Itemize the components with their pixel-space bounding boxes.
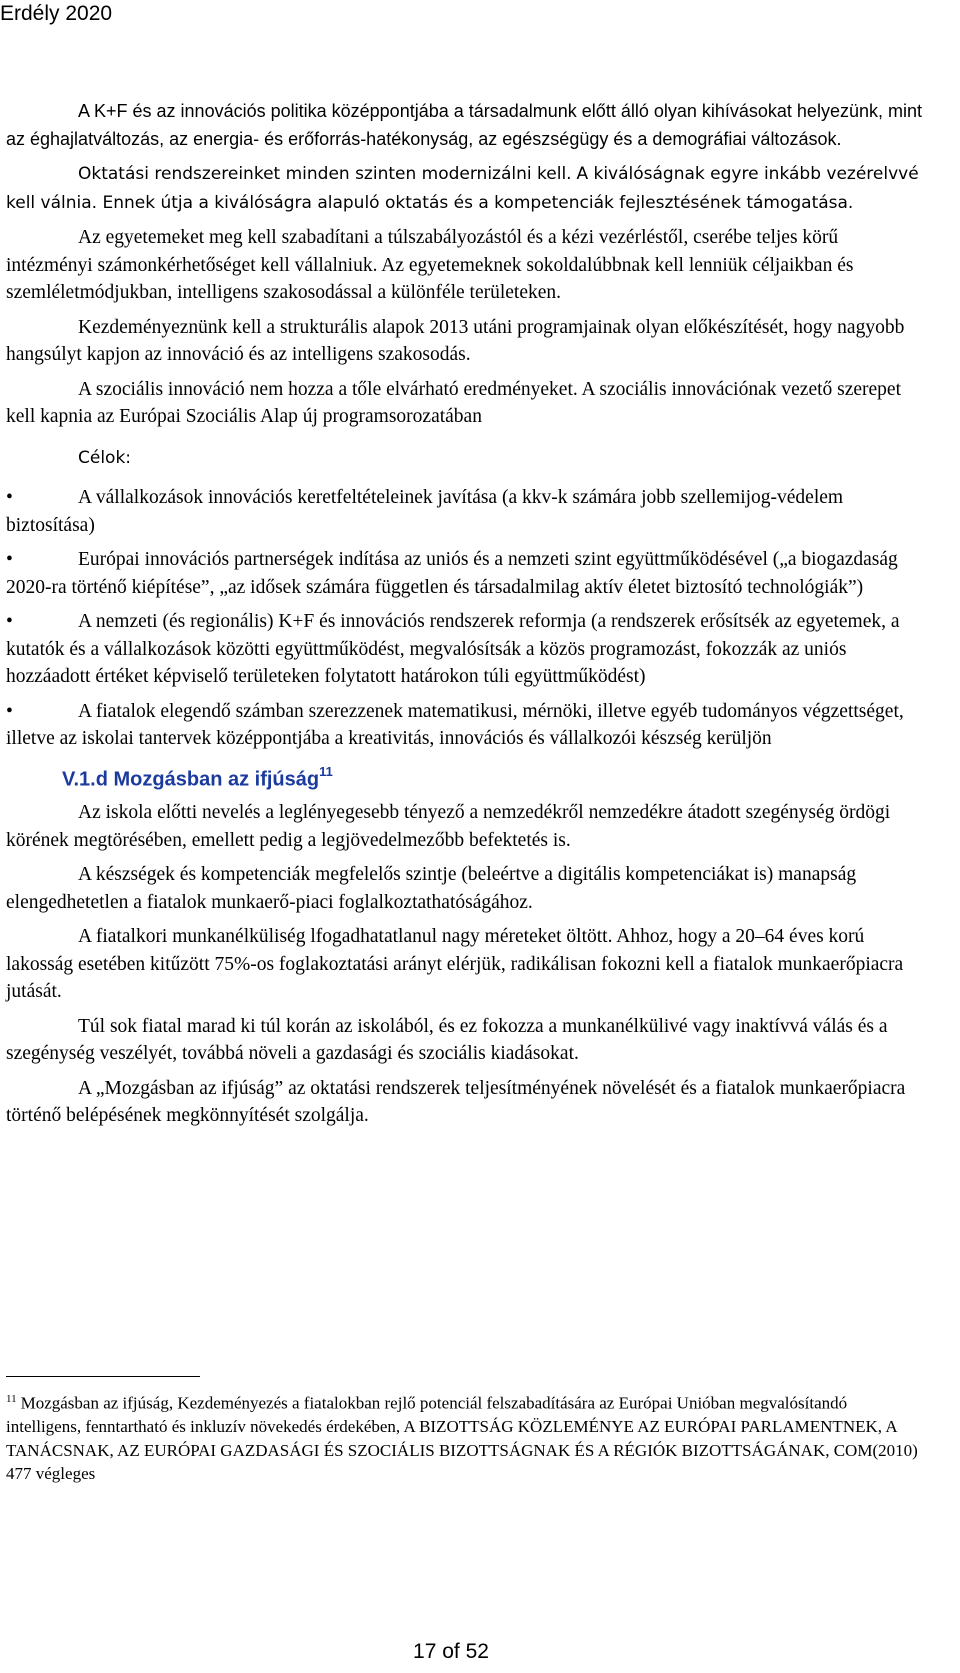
document-header (0, 2, 112, 26)
bullet-icon: • (6, 700, 13, 722)
list-item (6, 484, 926, 539)
paragraph: Túl sok fiatal marad ki túl korán az iskolából, és ez fokozza a munkanélkülivé vagy inaktívvá válás és a szegénység veszélyét, továbbá növeli a gazdasági és szociális kiadásokat. (6, 1015, 888, 1065)
paragraph: A fiatalkori munkanélküliség lfogadhatatlanul nagy méreteket öltött. Ahhoz, hogy a 20–64 éves korú lakosság esetében kitűzött 75%-os foglakoztatási arányt elérjük, radikálisan fokozni kell a fiatalok munkaerőpiacra jutását. (6, 926, 904, 1003)
paragraph: A K+F és az innovációs politika középpontjába a társadalmunk előtt álló olyan kihívásokat helyezünk, mint az éghajlatváltozás, az energia- és erőforrás-hatékonyság, az egészségügy és a demográfiai változások. (6, 101, 922, 149)
paragraph: Az egyetemeket meg kell szabadítani a túlszabályozástól és a kézi vezérléstől, cserébe teljes körű intézményi számonkérhetőséget kell vállalniuk. Az egyetemeknek sokoldalúbbnak kell lenniük céljaikban és szemléletmódjukban, intelligens szakosodással a különféle területeken. (6, 227, 854, 303)
footnote-reference[interactable]: 11 (319, 763, 333, 779)
bullet-icon: • (6, 611, 13, 632)
list-item-text: A vállalkozások innovációs keretfeltételeinek javítása (a kkv-k számára jobb szellemijog-védelem biztosítása) (6, 487, 844, 536)
section-heading (62, 760, 926, 794)
page-number: 17 of 52 (413, 1640, 489, 1663)
header-title: Erdély 2020 (0, 2, 113, 25)
goals-list (6, 484, 926, 753)
paragraph: A készségek és kompetenciák megfelelős szintje (beleértve a digitális kompetenciákat is) manapság elengedhetetlen a fiatalok munkaerő-piaci foglalkoztathatóságához. (6, 864, 857, 913)
paragraph: A szociális innováció nem hozza a tőle elvárható eredményeket. A szociális innovációnak vezető szerepet kell kapnia az Európai Szociális Alap új programsorozatában (6, 378, 902, 427)
list-item-text: A nemzeti (és regionális) K+F és innovációs rendszerek reformja (a rendszerek erősítsék az egyetemek, a kutatók és a vállalkozások közötti együttműködést, megvalósítsák a közös programozást, fokozzák az uniós hozzáadott értéket képviselő területeken folytatott határokon túli együttműködést) (6, 611, 900, 687)
paragraph (6, 160, 926, 217)
footnote-text: Mozgásban az ifjúság, Kezdeményezés a fiatalokban rejlő potenciál felszabadítására az Európai Unióban megvalósítandó intelligens, fenntartható és inkluzív növekedés érdekében, A BIZOTTSÁG KÖZLEMÉNYE AZ EURÓPAI PARLAMENTNEK, A TANÁCSNAK, AZ EURÓPAI GAZDASÁGI ÉS SZOCIÁLIS BIZOTTSÁGNAK ÉS A RÉGIÓK BIZOTTSÁGÁNAK, COM(2010) 477 végleges (6, 1393, 918, 1484)
paragraph-part: Oktatási rendszereinket minden szinten modernizálni kell. (78, 164, 572, 184)
paragraph: A „Mozgásban az ifjúság” az oktatási rendszerek teljesítményének növelését és a fiatalok munkaerőpiacra történő belépésének megkönnyítését szolgálja. (6, 1077, 906, 1127)
section-heading-text: V.1.d Mozgásban az ifjúság (62, 768, 320, 791)
bullet-icon: • (6, 487, 13, 508)
paragraph: Az iskola előtti nevelés a leglényegesebb tényező a nemzedékről nemzedékre átadott szegénység ördögi körének megtörésében, emellett pedig a legjövedelmezőbb befektetés is. (6, 802, 891, 851)
document-body (6, 98, 926, 1137)
list-item (6, 698, 926, 753)
footnote-divider (6, 1376, 200, 1377)
bullet-icon: • (6, 549, 13, 570)
footnote (6, 1388, 926, 1486)
list-item-text: A fiatalok elegendő számban szerezzenek matematikusi, mérnöki, illetve egyéb tudományos végzettséget, illetve az iskolai tantervek középpontjába a kreativitás, innovációs és vállalkozói készség kerüljön (6, 700, 904, 749)
list-item-text: Európai innovációs partnerségek indítása az uniós és a nemzeti szint együttműködésével („a biogazdaság 2020-ra történő kiépítése”, „az idősek számára független és társadalmilag aktív életet biztosító technológiák”) (6, 549, 898, 598)
paragraph-part: A kiválóságnak egyre inkább vezérelvvé kell válnia. Ennek útja a kiválóságra alapuló oktatás és a kompetenciák fejlesztésének támogatása. (6, 164, 919, 213)
list-item (6, 608, 926, 691)
list-item (6, 546, 926, 601)
paragraph: Kezdeményeznünk kell a strukturális alapok 2013 utáni programjainak olyan előkészítését, hogy nagyobb hangsúlyt kapjon az innováció és az intelligens szakosodás. (6, 316, 905, 365)
goals-label: Célok: (78, 447, 132, 468)
footnote-number: 11 (6, 1393, 17, 1405)
